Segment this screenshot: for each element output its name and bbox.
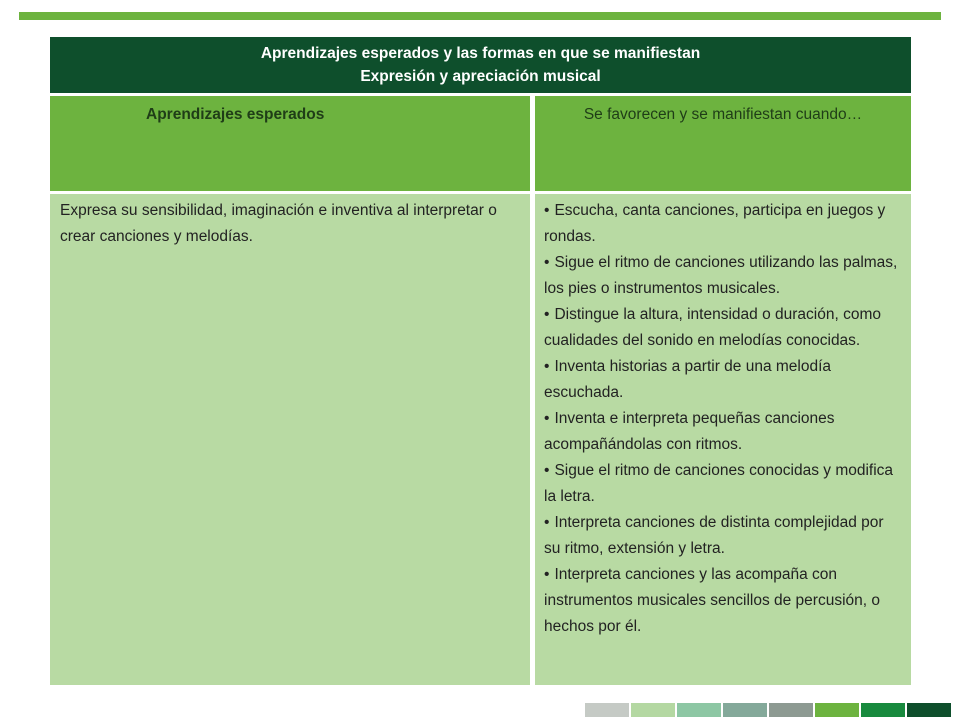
expected-learning-cell bbox=[50, 194, 530, 685]
bullet-icon: • bbox=[544, 566, 550, 583]
list-item-text: Sigue el ritmo de canciones conocidas y modifica la letra. bbox=[544, 462, 894, 505]
list-item bbox=[544, 406, 901, 458]
bullet-icon: • bbox=[544, 254, 550, 271]
top-accent-bar bbox=[19, 12, 941, 20]
list-item-text: Escucha, canta canciones, participa en juegos y rondas. bbox=[544, 202, 886, 245]
bullet-icon: • bbox=[544, 514, 550, 531]
learning-table bbox=[50, 37, 911, 685]
list-item-text: Inventa historias a partir de una melodía escuchada. bbox=[544, 358, 832, 401]
title-line-1: Aprendizajes esperados y las formas en que se manifiestan bbox=[260, 45, 701, 62]
manifestations-cell bbox=[535, 194, 911, 685]
header-expected-learning: Aprendizajes esperados bbox=[50, 96, 530, 191]
bullet-icon: • bbox=[544, 306, 550, 323]
bullet-icon: • bbox=[544, 462, 550, 479]
expected-learning-text: Expresa su sensibilidad, imaginación e inventiva al interpretar o crear canciones y melodías. bbox=[60, 202, 497, 245]
bullet-icon: • bbox=[544, 410, 550, 427]
list-item bbox=[544, 458, 901, 510]
footer-swatch bbox=[585, 703, 629, 717]
bullet-icon: • bbox=[544, 202, 550, 219]
footer-swatch bbox=[815, 703, 859, 717]
list-item bbox=[544, 354, 901, 406]
title-line-2: Expresión y apreciación musical bbox=[360, 68, 601, 85]
list-item bbox=[544, 250, 901, 302]
list-item-text: Sigue el ritmo de canciones utilizando las palmas, los pies o instrumentos musicales. bbox=[544, 254, 898, 297]
bullet-icon: • bbox=[544, 358, 550, 375]
list-item-text: Inventa e interpreta pequeñas canciones acompañándolas con ritmos. bbox=[544, 410, 835, 453]
footer-swatch bbox=[861, 703, 905, 717]
header-manifestations: Se favorecen y se manifiestan cuando… bbox=[535, 96, 911, 191]
list-item bbox=[544, 198, 901, 250]
footer-swatch bbox=[907, 703, 951, 717]
list-item bbox=[544, 562, 901, 640]
footer-swatch bbox=[723, 703, 767, 717]
list-item bbox=[544, 302, 901, 354]
list-item bbox=[544, 510, 901, 562]
list-item-text: Interpreta canciones y las acompaña con instrumentos musicales sencillos de percusión, o hechos por él. bbox=[544, 566, 880, 635]
footer-swatch bbox=[631, 703, 675, 717]
manifestations-list bbox=[544, 198, 901, 640]
footer-color-strip bbox=[585, 703, 953, 717]
footer-swatch bbox=[677, 703, 721, 717]
footer-swatch bbox=[769, 703, 813, 717]
list-item-text: Distingue la altura, intensidad o duración, como cualidades del sonido en melodías conocidas. bbox=[544, 306, 881, 349]
table-title bbox=[50, 37, 911, 93]
list-item-text: Interpreta canciones de distinta complejidad por su ritmo, extensión y letra. bbox=[544, 514, 884, 557]
